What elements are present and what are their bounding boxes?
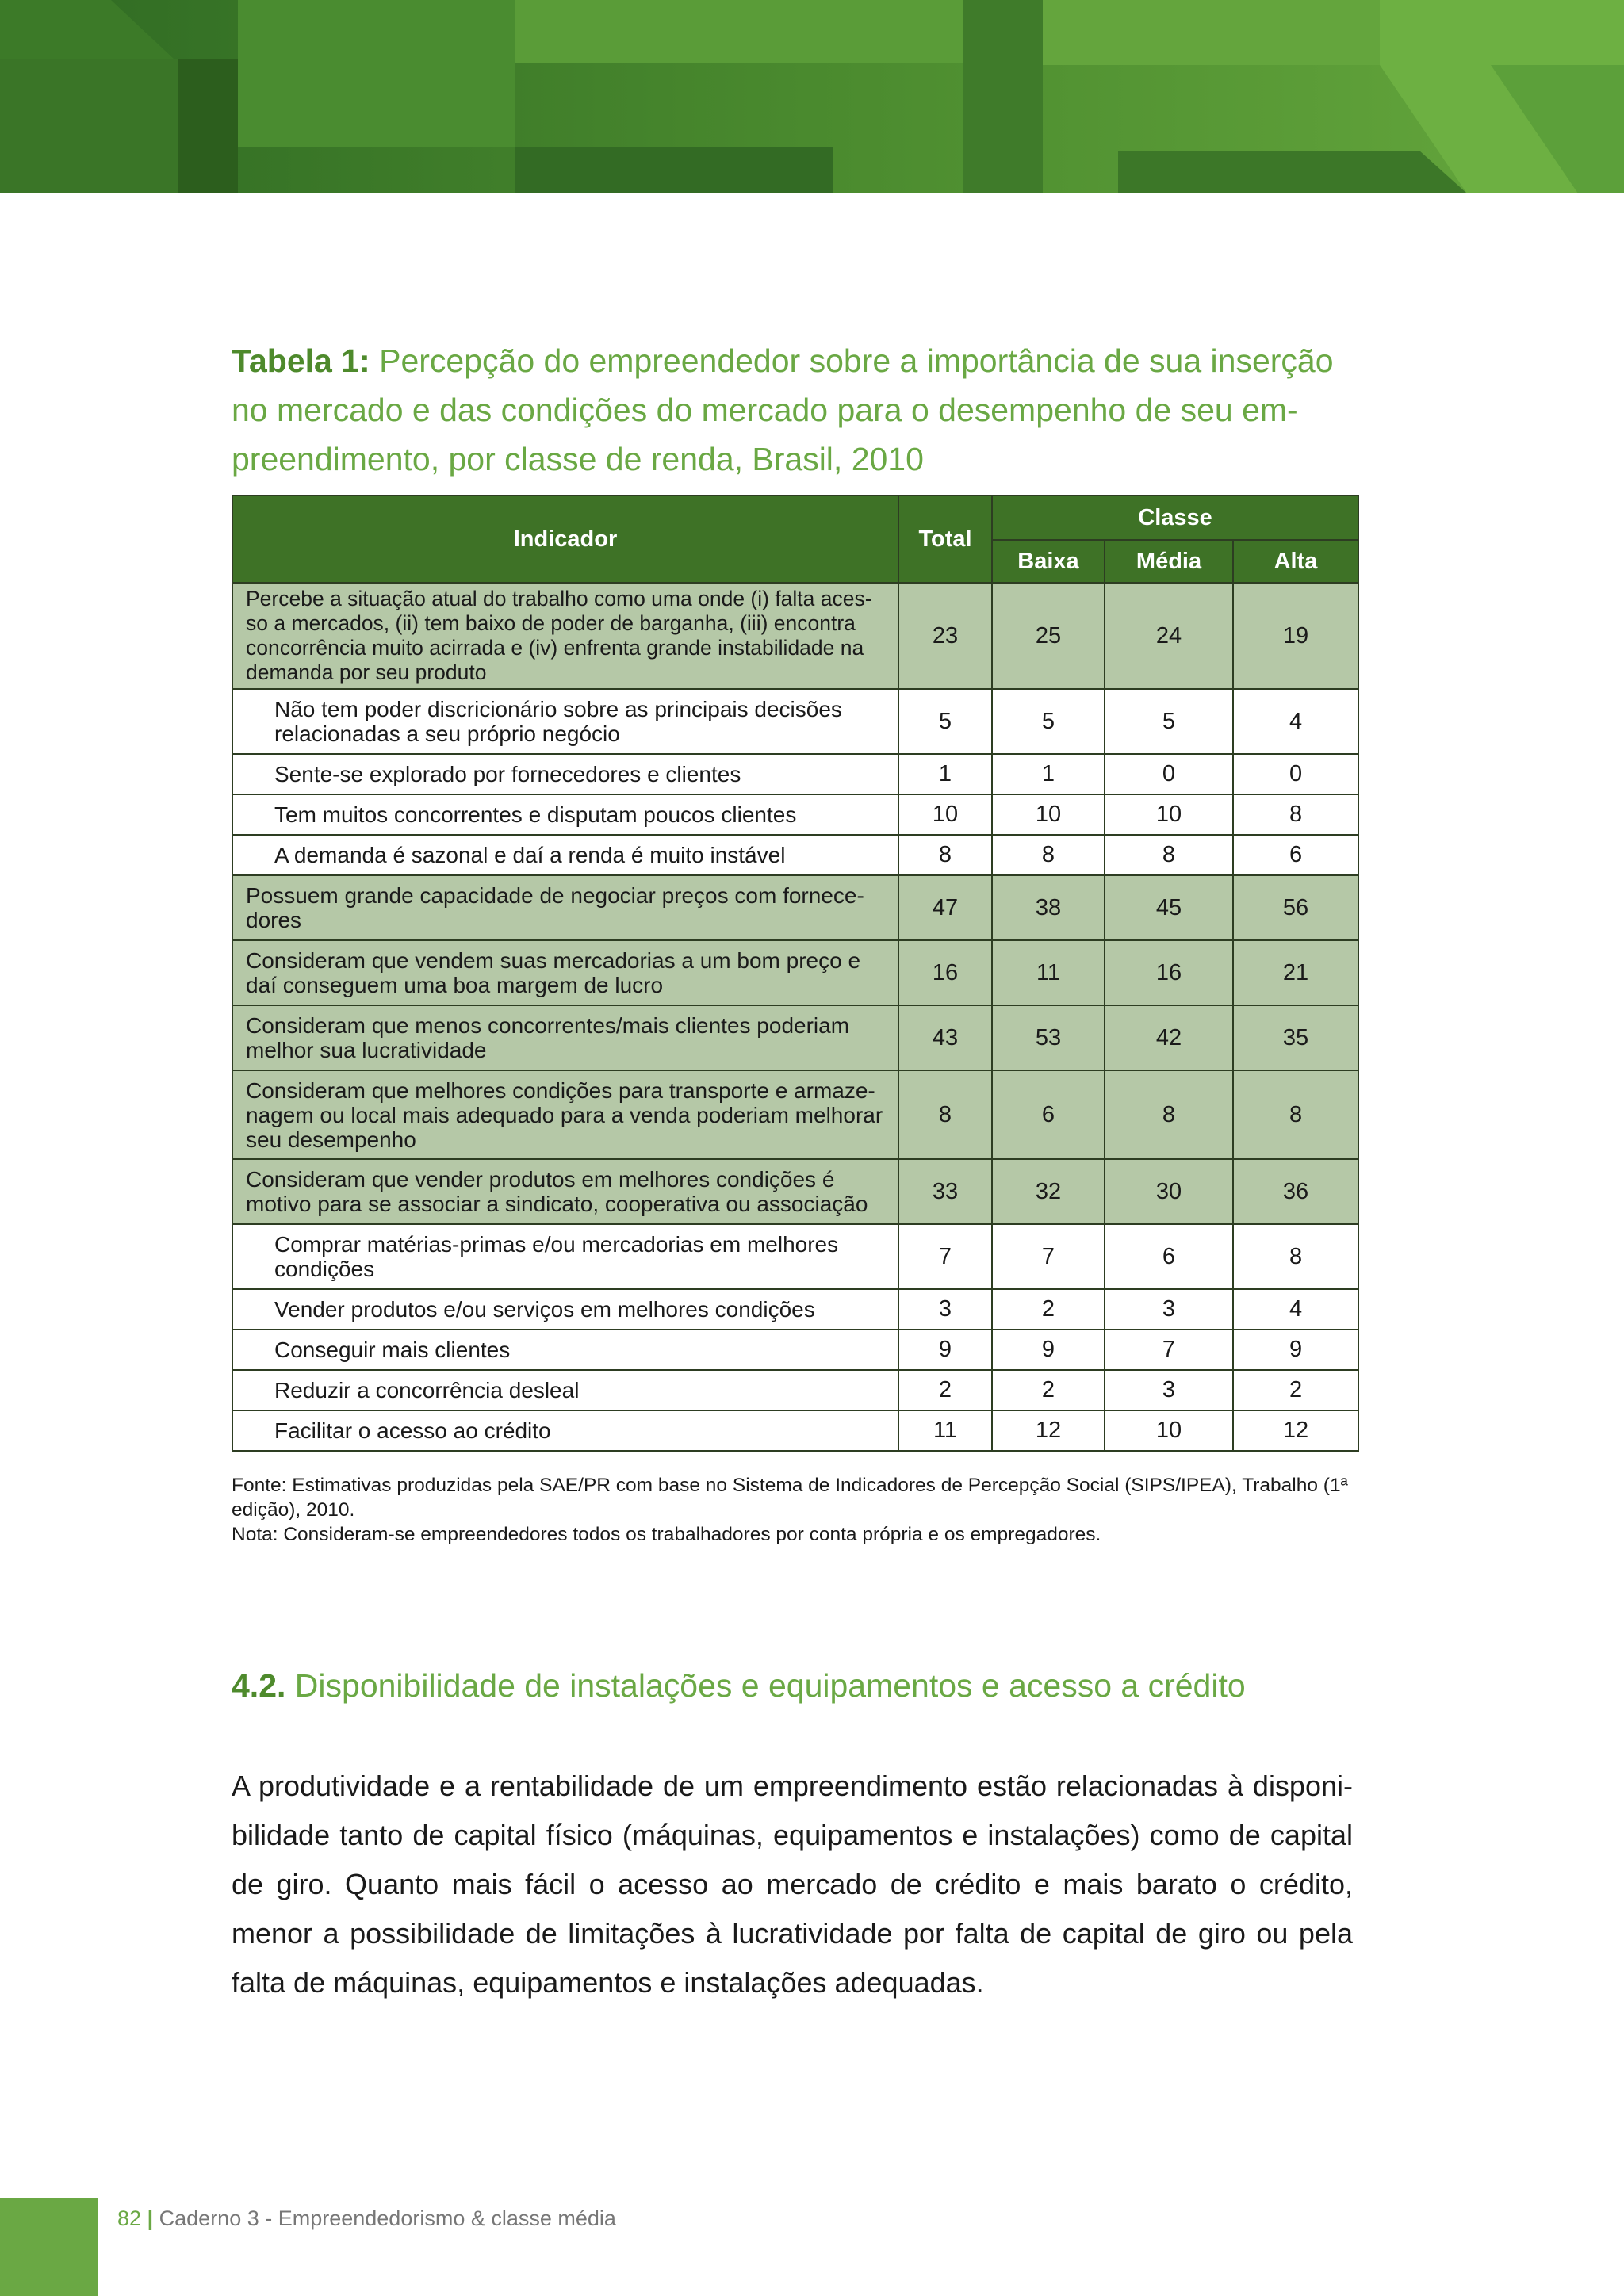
header-high: Alta	[1233, 540, 1358, 583]
cell-middle: 10	[1105, 794, 1233, 835]
cell-low: 2	[992, 1370, 1105, 1410]
row-label: Facilitar o acesso ao crédito	[232, 1410, 898, 1451]
page-footer	[117, 2202, 616, 2234]
cell-total: 16	[898, 940, 992, 1005]
cell-low: 10	[992, 794, 1105, 835]
table-row	[232, 1005, 1358, 1070]
cell-middle: 42	[1105, 1005, 1233, 1070]
cell-middle: 3	[1105, 1289, 1233, 1330]
cell-high: 8	[1233, 1070, 1358, 1159]
cell-total: 8	[898, 1070, 992, 1159]
cell-high: 6	[1233, 835, 1358, 875]
cell-total: 47	[898, 875, 992, 940]
footer-text: Caderno 3 - Empreendedorismo & classe média	[159, 2206, 616, 2230]
source-note: Fonte: Estimativas produzidas pela SAE/PR com base no Sistema de Indicadores de Percepção Social (SIPS/IPEA), Trabalho (1ª edição), 2010.	[232, 1475, 1348, 1521]
cell-middle: 0	[1105, 754, 1233, 794]
table-row	[232, 1289, 1358, 1330]
footer-bar	[0, 2198, 98, 2296]
table-caption-text: Percepção do empreendedor sobre a importância de sua inserção no mercado e das condições do mercado para o desempenho de seu em-preendimento, por classe de renda, Brasil, 2010	[232, 342, 1334, 477]
table-row	[232, 794, 1358, 835]
cell-high: 12	[1233, 1410, 1358, 1451]
row-label: Consideram que menos concorrentes/mais clientes poderiam melhor sua lucratividade	[232, 1005, 898, 1070]
row-label: Vender produtos e/ou serviços em melhores condições	[232, 1289, 898, 1330]
table-row	[232, 1370, 1358, 1410]
cell-low: 1	[992, 754, 1105, 794]
cell-high: 36	[1233, 1159, 1358, 1224]
cell-total: 3	[898, 1289, 992, 1330]
row-label: Percebe a situação atual do trabalho como uma onde (i) falta aces-so a mercados, (ii) tem baixo de poder de barganha, (iii) encontra concorrência muito acirrada e (iv) enfrenta grande instabilidade na demanda por seu produto	[232, 583, 898, 689]
table-notes	[232, 1473, 1358, 1547]
table-row	[232, 583, 1358, 689]
cell-high: 9	[1233, 1330, 1358, 1370]
row-label: Consideram que vendem suas mercadorias a um bom preço e daí conseguem uma boa margem de lucro	[232, 940, 898, 1005]
cell-total: 1	[898, 754, 992, 794]
cell-high: 8	[1233, 1224, 1358, 1289]
row-label: Conseguir mais clientes	[232, 1330, 898, 1370]
cell-low: 38	[992, 875, 1105, 940]
row-label: Consideram que melhores condições para transporte e armaze-nagem ou local mais adequado para a venda poderiam melhorar seu desempenho	[232, 1070, 898, 1159]
table-row	[232, 1070, 1358, 1159]
cell-low: 32	[992, 1159, 1105, 1224]
header-middle: Média	[1105, 540, 1233, 583]
cell-middle: 5	[1105, 689, 1233, 754]
cell-total: 11	[898, 1410, 992, 1451]
section-number: 4.2.	[232, 1667, 286, 1704]
row-label: Sente-se explorado por fornecedores e clientes	[232, 754, 898, 794]
cell-middle: 7	[1105, 1330, 1233, 1370]
cell-middle: 16	[1105, 940, 1233, 1005]
cell-low: 53	[992, 1005, 1105, 1070]
table-row	[232, 689, 1358, 754]
cell-high: 35	[1233, 1005, 1358, 1070]
cell-middle: 10	[1105, 1410, 1233, 1451]
cell-low: 11	[992, 940, 1105, 1005]
row-label: Consideram que vender produtos em melhores condições é motivo para se associar a sindicato, cooperativa ou associação	[232, 1159, 898, 1224]
header-banner	[0, 0, 1624, 193]
cell-high: 4	[1233, 689, 1358, 754]
cell-high: 2	[1233, 1370, 1358, 1410]
cell-middle: 3	[1105, 1370, 1233, 1410]
footer-separator: |	[147, 2206, 154, 2230]
table-row	[232, 1159, 1358, 1224]
cell-low: 6	[992, 1070, 1105, 1159]
section-heading	[232, 1663, 1358, 1708]
cell-high: 56	[1233, 875, 1358, 940]
section-title: Disponibilidade de instalações e equipamentos e acesso a crédito	[294, 1667, 1246, 1704]
table-row	[232, 1410, 1358, 1451]
cell-low: 5	[992, 689, 1105, 754]
cell-middle: 6	[1105, 1224, 1233, 1289]
table-caption-label: Tabela 1:	[232, 342, 370, 379]
row-label: Reduzir a concorrência desleal	[232, 1370, 898, 1410]
row-label: A demanda é sazonal e daí a renda é muito instável	[232, 835, 898, 875]
header-total: Total	[898, 496, 992, 583]
cell-total: 8	[898, 835, 992, 875]
page-number: 82	[117, 2206, 142, 2230]
row-label: Possuem grande capacidade de negociar preços com fornece-dores	[232, 875, 898, 940]
cell-total: 33	[898, 1159, 992, 1224]
table-row	[232, 1330, 1358, 1370]
row-label: Não tem poder discricionário sobre as principais decisões relacionadas a seu próprio negócio	[232, 689, 898, 754]
cell-total: 2	[898, 1370, 992, 1410]
cell-low: 12	[992, 1410, 1105, 1451]
cell-middle: 45	[1105, 875, 1233, 940]
cell-high: 0	[1233, 754, 1358, 794]
cell-high: 19	[1233, 583, 1358, 689]
cell-total: 23	[898, 583, 992, 689]
cell-low: 9	[992, 1330, 1105, 1370]
cell-low: 7	[992, 1224, 1105, 1289]
cell-total: 10	[898, 794, 992, 835]
header-indicator: Indicador	[232, 496, 898, 583]
cell-low: 2	[992, 1289, 1105, 1330]
cell-high: 4	[1233, 1289, 1358, 1330]
cell-low: 25	[992, 583, 1105, 689]
table-row	[232, 940, 1358, 1005]
cell-low: 8	[992, 835, 1105, 875]
cell-middle: 8	[1105, 835, 1233, 875]
table-row	[232, 754, 1358, 794]
body-paragraph: A produtividade e a rentabilidade de um empreendimento estão relacionadas à disponi-bilidade tanto de capital físico (máquinas, equipamentos e instalações) como de capital de giro. Quanto mais fácil o acesso ao mercado de crédito e mais barato o crédito, menor a possibilidade de limitações à lucratividade por falta de capital de giro ou pela falta de máquinas, equipamentos e instalações adequadas.	[232, 1770, 1353, 1999]
header-low: Baixa	[992, 540, 1105, 583]
header-class-group: Classe	[992, 496, 1358, 540]
cell-total: 9	[898, 1330, 992, 1370]
row-label: Tem muitos concorrentes e disputam poucos clientes	[232, 794, 898, 835]
row-label: Comprar matérias-primas e/ou mercadorias em melhores condições	[232, 1224, 898, 1289]
cell-total: 43	[898, 1005, 992, 1070]
table-row	[232, 1224, 1358, 1289]
table-caption	[232, 336, 1358, 484]
definition-note: Nota: Consideram-se empreendedores todos os trabalhadores por conta própria e os empregadores.	[232, 1524, 1101, 1545]
indicator-table	[232, 495, 1359, 1452]
cell-middle: 30	[1105, 1159, 1233, 1224]
table-row	[232, 875, 1358, 940]
cell-high: 8	[1233, 794, 1358, 835]
table-row	[232, 835, 1358, 875]
cell-middle: 24	[1105, 583, 1233, 689]
cell-total: 7	[898, 1224, 992, 1289]
cell-total: 5	[898, 689, 992, 754]
cell-middle: 8	[1105, 1070, 1233, 1159]
cell-high: 21	[1233, 940, 1358, 1005]
